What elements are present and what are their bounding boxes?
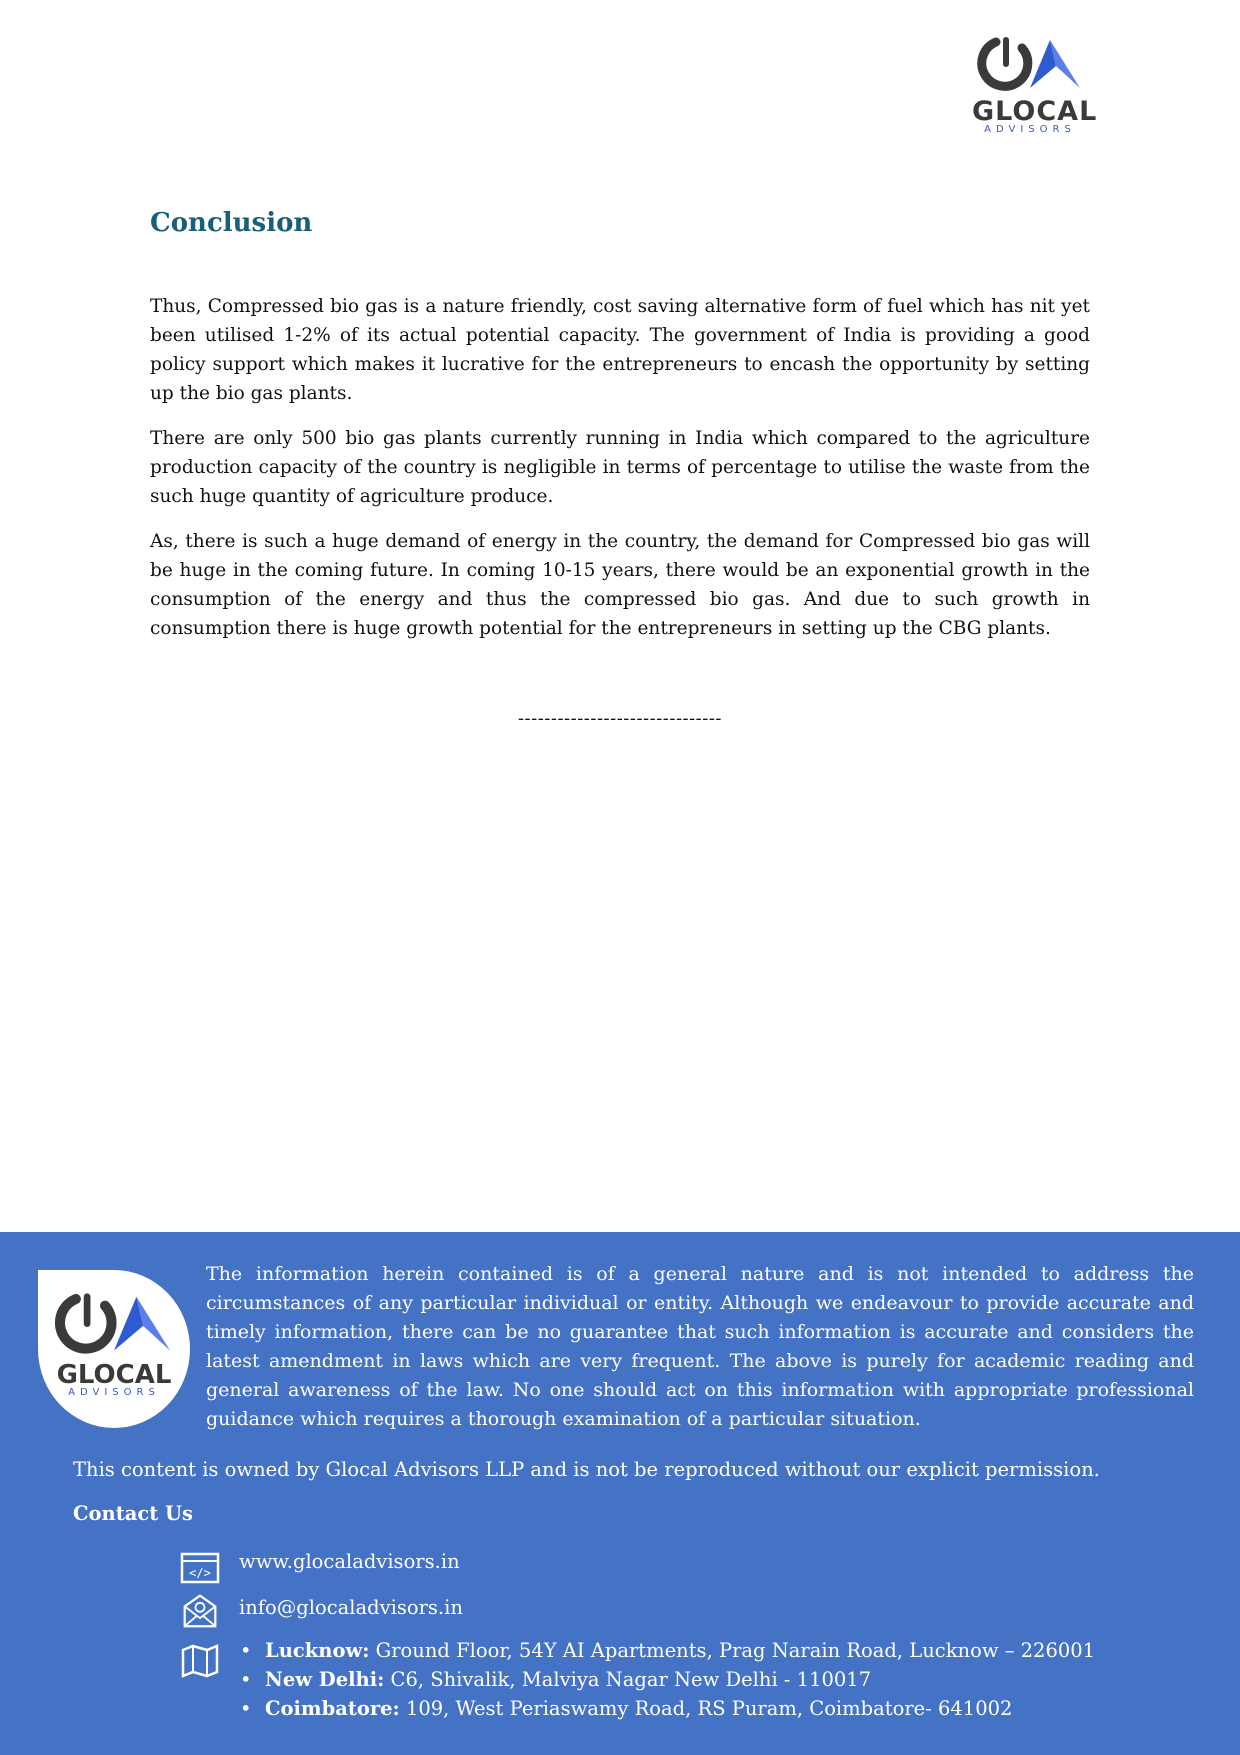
- logo-wordmark: GLOCAL: [56, 1360, 172, 1390]
- office-address: Ground Floor, 54Y AI Apartments, Prag Narain Road, Lucknow – 226001: [375, 1639, 1096, 1662]
- map-icon: [180, 1642, 220, 1678]
- office-item: [240, 1694, 1095, 1723]
- svg-text:</>: </>: [189, 1566, 211, 1580]
- office-item: [240, 1665, 1095, 1694]
- logo-tagline: ADVISORS: [68, 1387, 160, 1398]
- email-link[interactable]: info@glocaladvisors.in: [239, 1596, 463, 1619]
- footer-logo: [38, 1270, 190, 1428]
- office-city: Coimbatore:: [265, 1697, 400, 1720]
- logo-tagline: ADVISORS: [984, 124, 1076, 135]
- office-city: Lucknow:: [265, 1639, 370, 1662]
- web-code-icon: [180, 1550, 220, 1586]
- office-address: 109, West Periaswamy Road, RS Puram, Coimbatore- 641002: [405, 1697, 1013, 1720]
- office-city: New Delhi:: [265, 1668, 385, 1691]
- logo-wordmark: GLOCAL: [972, 96, 1098, 127]
- paragraph: As, there is such a huge demand of energy in the country, the demand for Compressed bio gas will be huge in the coming future. In coming 10-15 years, there would be an exponential growth in the consumption of the energy and thus the compressed bio gas. And due to such growth in consumption there is huge growth potential for the entrepreneurs in setting up the CBG plants.: [150, 531, 1090, 639]
- email-icon: [180, 1592, 220, 1628]
- end-divider: -------------------------------: [517, 708, 723, 729]
- paragraph: There are only 500 bio gas plants currently running in India which compared to the agriculture production capacity of the country is negligible in terms of percentage to utilise the waste from the such huge quantity of agriculture produce.: [150, 428, 1090, 507]
- body-text: [150, 292, 1090, 659]
- paragraph: Thus, Compressed bio gas is a nature friendly, cost saving alternative form of fuel which has nit yet been utilised 1-2% of its actual potential capacity. The government of India is providing a good policy support which makes it lucrative for the entrepreneurs to encash the opportunity by setting up the bio gas plants.: [150, 296, 1090, 404]
- website-link[interactable]: www.glocaladvisors.in: [239, 1550, 460, 1573]
- contact-heading: Contact Us: [73, 1502, 193, 1525]
- glocal-logo-icon: [49, 1292, 179, 1362]
- office-item: [240, 1636, 1095, 1665]
- company-logo: [972, 36, 1098, 136]
- office-address: C6, Shivalik, Malviya Nagar New Delhi - 110017: [390, 1668, 872, 1691]
- disclaimer-text: The information herein contained is of a general nature and is not intended to address the circumstances of any particular individual or entity. Although we endeavour to provide accurate and timely information, there can be no guarantee that such information is accurate and considers the latest amendment in laws which are very frequent. The above is purely for academic reading and general awareness of the law. No one should act on this information with appropriate professional guidance which requires a thorough examination of a particular situation.: [206, 1263, 1194, 1430]
- glocal-logo-icon: [972, 36, 1088, 98]
- footer: [0, 1232, 1240, 1755]
- ownership-notice: This content is owned by Glocal Advisors LLP and is not be reproduced without our explicit permission.: [73, 1458, 1100, 1481]
- office-list: [240, 1636, 1095, 1723]
- section-heading: Conclusion: [150, 208, 313, 238]
